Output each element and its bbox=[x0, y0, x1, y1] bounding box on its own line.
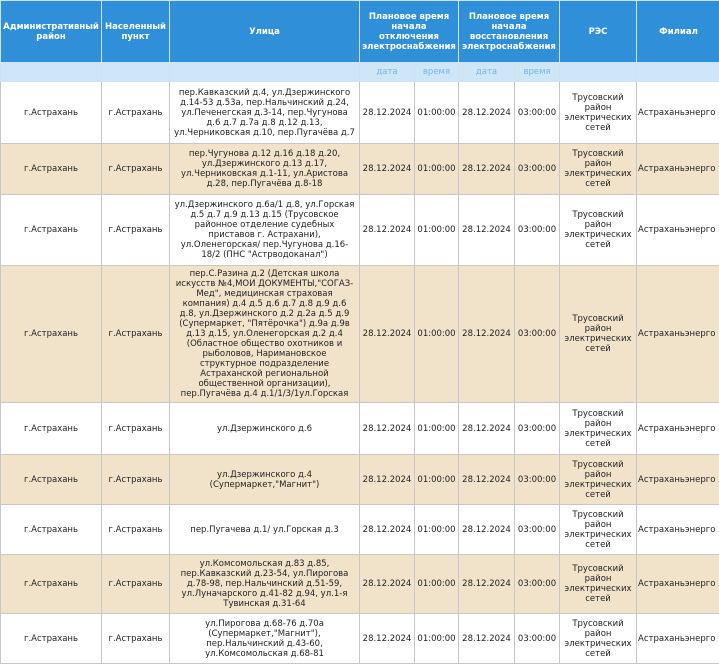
cell-locality: г.Астрахань bbox=[102, 403, 170, 455]
cell-district: г.Астрахань bbox=[1, 555, 102, 614]
cell-off-date: 28.12.2024 bbox=[360, 455, 415, 505]
cell-on-time: 03:00:00 bbox=[515, 82, 560, 144]
cell-district: г.Астрахань bbox=[1, 144, 102, 195]
cell-district: г.Астрахань bbox=[1, 82, 102, 144]
cell-res: Трусовский район электрических сетей bbox=[560, 455, 637, 505]
table-row bbox=[1, 144, 719, 195]
cell-res: Трусовский район электрических сетей bbox=[560, 505, 637, 555]
cell-on-time: 03:00:00 bbox=[515, 403, 560, 455]
cell-on-time: 03:00:00 bbox=[515, 555, 560, 614]
cell-district: г.Астрахань bbox=[1, 505, 102, 555]
cell-off-time: 01:00:00 bbox=[415, 195, 459, 266]
col-header-street: Улица bbox=[170, 1, 360, 63]
cell-street: ул.Дзержинского д.4 (Супермаркет,"Магнит") bbox=[170, 455, 360, 505]
cell-res: Трусовский район электрических сетей bbox=[560, 144, 637, 195]
cell-locality: г.Астрахань bbox=[102, 505, 170, 555]
cell-district: г.Астрахань bbox=[1, 266, 102, 403]
cell-locality: г.Астрахань bbox=[102, 82, 170, 144]
cell-street: ул.Дзержинского д.6 bbox=[170, 403, 360, 455]
cell-off-date: 28.12.2024 bbox=[360, 266, 415, 403]
cell-off-date: 28.12.2024 bbox=[360, 555, 415, 614]
cell-branch: Астраханьэнерго bbox=[637, 555, 719, 614]
cell-off-time: 01:00:00 bbox=[415, 82, 459, 144]
cell-off-time: 01:00:00 bbox=[415, 614, 459, 664]
cell-branch: Астраханьэнерго bbox=[637, 455, 719, 505]
cell-on-date: 28.12.2024 bbox=[459, 403, 515, 455]
subheader-off-date: дата bbox=[360, 63, 415, 82]
cell-off-time: 01:00:00 bbox=[415, 505, 459, 555]
cell-res: Трусовский район электрических сетей bbox=[560, 403, 637, 455]
cell-street: пер.С.Разина д.2 (Детская школа искусств №4,МОИ ДОКУМЕНТЫ,"СОГАЗ-Мед", медицинская страховая компания) д.4 д.5 д.6 д.7 д.8 д.9 д.6 д.8, ул.Дзержинского д.2 д.2а д.5 д.9 (Супермаркет, "Пятёрочка") д.9а д.9в д.13 д.15, ул.Оленегорская д.2 д.4 (Областное общество охотников и рыболовов, Наримановское структурное подразделение Астраханской региональной общественной организации), пер.Пугачёва д.4 д.1/1/3/1ул.Горская bbox=[170, 266, 360, 403]
cell-locality: г.Астрахань bbox=[102, 455, 170, 505]
cell-off-time: 01:00:00 bbox=[415, 403, 459, 455]
cell-on-date: 28.12.2024 bbox=[459, 195, 515, 266]
cell-street: ул.Комсомольская д.83 д.85, пер.Кавказский д.23-54, ул.Пирогова д.78-98, пер.Нальчинский д.51-59, ул.Луначарского д.41-82 д.94, ул.1-я Тувинская д.31-64 bbox=[170, 555, 360, 614]
cell-branch: Астраханьэнерго bbox=[637, 614, 719, 664]
subheader-empty bbox=[637, 63, 719, 82]
cell-branch: Астраханьэнерго bbox=[637, 505, 719, 555]
cell-off-time: 01:00:00 bbox=[415, 555, 459, 614]
cell-district: г.Астрахань bbox=[1, 455, 102, 505]
table-row bbox=[1, 266, 719, 403]
cell-branch: Астраханьэнерго bbox=[637, 403, 719, 455]
table-row bbox=[1, 614, 719, 664]
cell-on-time: 03:00:00 bbox=[515, 455, 560, 505]
cell-off-date: 28.12.2024 bbox=[360, 614, 415, 664]
cell-off-time: 01:00:00 bbox=[415, 266, 459, 403]
cell-off-date: 28.12.2024 bbox=[360, 144, 415, 195]
table-row bbox=[1, 505, 719, 555]
subheader-empty bbox=[1, 63, 102, 82]
cell-locality: г.Астрахань bbox=[102, 555, 170, 614]
cell-street: ул.Пирогова д.68-76 д.70а (Супермаркет,"Магнит"), пер.Нальчинский д.43-60, ул.Комсомольская д.68-81 bbox=[170, 614, 360, 664]
cell-off-date: 28.12.2024 bbox=[360, 195, 415, 266]
cell-branch: Астраханьэнерго bbox=[637, 266, 719, 403]
subheader-row bbox=[1, 63, 719, 82]
table-row bbox=[1, 195, 719, 266]
subheader-empty bbox=[102, 63, 170, 82]
cell-locality: г.Астрахань bbox=[102, 266, 170, 403]
subheader-empty bbox=[560, 63, 637, 82]
cell-off-date: 28.12.2024 bbox=[360, 505, 415, 555]
table-row bbox=[1, 555, 719, 614]
cell-branch: Астраханьэнерго bbox=[637, 195, 719, 266]
cell-res: Трусовский район электрических сетей bbox=[560, 82, 637, 144]
cell-district: г.Астрахань bbox=[1, 614, 102, 664]
subheader-on-date: дата bbox=[459, 63, 515, 82]
cell-branch: Астраханьэнерго bbox=[637, 144, 719, 195]
cell-on-date: 28.12.2024 bbox=[459, 82, 515, 144]
cell-off-time: 01:00:00 bbox=[415, 455, 459, 505]
cell-on-date: 28.12.2024 bbox=[459, 455, 515, 505]
cell-locality: г.Астрахань bbox=[102, 614, 170, 664]
subheader-off-time: время bbox=[415, 63, 459, 82]
col-header-restore-time: Плановое время начала восстановления электроснабжения bbox=[459, 1, 560, 63]
cell-street: пер.Кавказский д.4, ул.Дзержинского д.14-53 д.53а, пер.Нальчинский д.24, ул.Печенегская д.3-14, пер.Чугунова д.6 д.7 д.7а д.8 д.12 д.13, ул.Черниковская д.10, пер.Пугачёва д.7 bbox=[170, 82, 360, 144]
col-header-branch: Филиал bbox=[637, 1, 719, 63]
cell-on-date: 28.12.2024 bbox=[459, 614, 515, 664]
header-row bbox=[1, 1, 719, 63]
table-row bbox=[1, 403, 719, 455]
col-header-locality: Населенный пункт bbox=[102, 1, 170, 63]
col-header-district: Административный район bbox=[1, 1, 102, 63]
cell-off-time: 01:00:00 bbox=[415, 144, 459, 195]
subheader-empty bbox=[170, 63, 360, 82]
cell-on-time: 03:00:00 bbox=[515, 614, 560, 664]
cell-off-date: 28.12.2024 bbox=[360, 403, 415, 455]
cell-on-date: 28.12.2024 bbox=[459, 144, 515, 195]
cell-on-date: 28.12.2024 bbox=[459, 505, 515, 555]
cell-off-date: 28.12.2024 bbox=[360, 82, 415, 144]
col-header-res: РЭС bbox=[560, 1, 637, 63]
cell-street: пер.Чугунова д.12 д.16 д.18 д.20, ул.Дзержинского д.13 д.17, ул.Черниковская д.1-11, ул.Аристова д.28, пер.Пугачёва д.8-18 bbox=[170, 144, 360, 195]
cell-branch: Астраханьэнерго bbox=[637, 82, 719, 144]
cell-on-time: 03:00:00 bbox=[515, 144, 560, 195]
cell-street: пер.Пугачева д.1/ ул.Горская д.3 bbox=[170, 505, 360, 555]
cell-locality: г.Астрахань bbox=[102, 144, 170, 195]
cell-res: Трусовский район электрических сетей bbox=[560, 195, 637, 266]
col-header-off-time: Плановое время начала отключения электроснабжения bbox=[360, 1, 459, 63]
cell-district: г.Астрахань bbox=[1, 403, 102, 455]
table-row bbox=[1, 455, 719, 505]
cell-on-date: 28.12.2024 bbox=[459, 555, 515, 614]
cell-res: Трусовский район электрических сетей bbox=[560, 555, 637, 614]
cell-locality: г.Астрахань bbox=[102, 195, 170, 266]
cell-on-time: 03:00:00 bbox=[515, 195, 560, 266]
cell-street: ул.Дзержинского д.6а/1 д.8, ул.Горская д.5 д.7 д.9 д.13 д.15 (Трусовское районное отделение судебных приставов г. Астрахани), ул.Оленегорская/ пер.Чугунова д.16-18/2 (ПНС "Астрводоканал") bbox=[170, 195, 360, 266]
table-row bbox=[1, 82, 719, 144]
cell-res: Трусовский район электрических сетей bbox=[560, 614, 637, 664]
cell-on-time: 03:00:00 bbox=[515, 505, 560, 555]
cell-on-date: 28.12.2024 bbox=[459, 266, 515, 403]
cell-district: г.Астрахань bbox=[1, 195, 102, 266]
cell-res: Трусовский район электрических сетей bbox=[560, 266, 637, 403]
cell-on-time: 03:00:00 bbox=[515, 266, 560, 403]
subheader-on-time: время bbox=[515, 63, 560, 82]
